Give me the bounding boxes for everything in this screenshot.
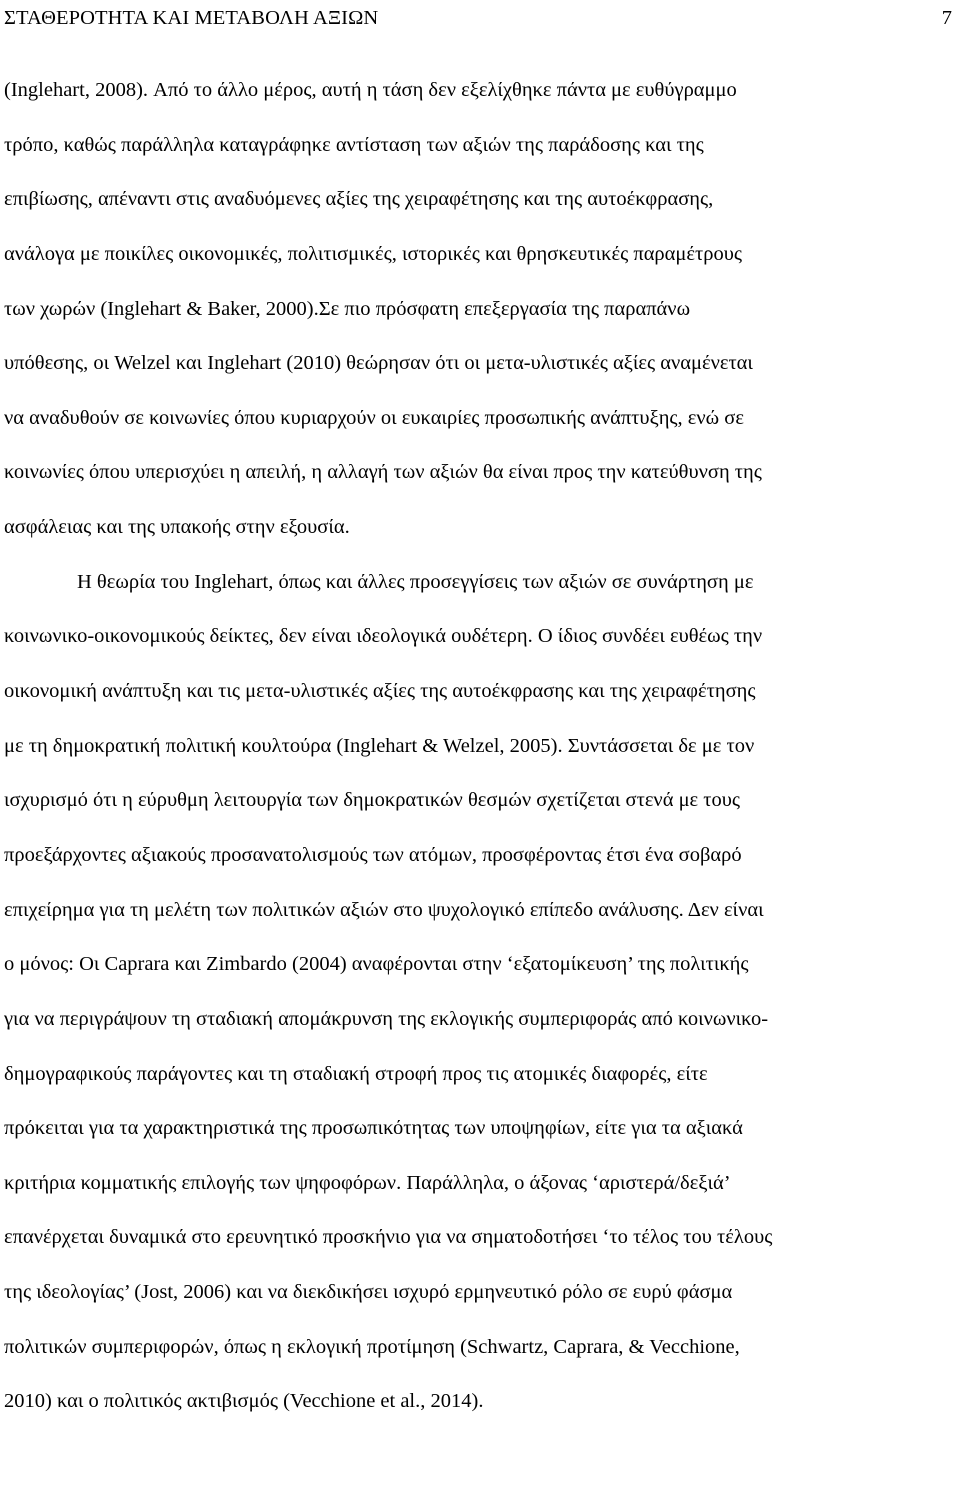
text-line: κοινωνικο-οικονομικούς δείκτες, δεν είναι ιδεολογικά ουδέτερη. Ο ίδιος συνδέει ευθέως την	[4, 625, 763, 648]
text-line: των χωρών (Inglehart & Baker, 2000).Σε πιο πρόσφατη επεξεργασία της παραπάνω	[4, 297, 691, 320]
text-line: κοινωνίες όπου υπερισχύει η απειλή, η αλλαγή των αξιών θα είναι προς την κατεύθυνση της	[4, 461, 762, 484]
text-line: δημογραφικούς παράγοντες και τη σταδιακή στροφή προς τις ατομικές διαφορές, είτε	[4, 1062, 708, 1085]
text-line: επανέρχεται δυναμικά στο ερευνητικό προσκήνιο για να σηματοδοτήσει ‘το τέλος του τέλους	[4, 1226, 773, 1249]
text-line: ισχυρισμό ότι η εύρυθμη λειτουργία των δημοκρατικών θεσμών σχετίζεται στενά με τους	[4, 789, 741, 812]
text-line: κριτήρια κομματικής επιλογής των ψηφοφόρων. Παράλληλα, ο άξονας ‘αριστερά/δεξιά’	[4, 1171, 731, 1194]
running-header-title: ΣΤΑΘΕΡΟΤΗΤΑ ΚΑΙ ΜΕΤΑΒΟΛΗ ΑΞΙΩΝ	[4, 7, 379, 29]
text-line: επιβίωσης, απέναντι στις αναδυόμενες αξίες της χειραφέτησης και της αυτοέκφρασης,	[4, 188, 714, 211]
text-line: να αναδυθούν σε κοινωνίες όπου κυριαρχούν οι ευκαιρίες προσωπικής ανάπτυξης, ενώ σε	[4, 406, 744, 429]
text-line: πολιτικών συμπεριφορών, όπως η εκλογική προτίμηση (Schwartz, Caprara, & Vecchione,	[4, 1335, 740, 1358]
text-line: τρόπο, καθώς παράλληλα καταγράφηκε αντίσταση των αξιών της παράδοσης και της	[4, 133, 704, 156]
page-number: 7	[941, 7, 952, 29]
text-line: υπόθεσης, οι Welzel και Inglehart (2010) θεώρησαν ότι οι μετα-υλιστικές αξίες αναμένεται	[4, 352, 753, 375]
text-line: ανάλογα με ποικίλες οικονομικές, πολιτισμικές, ιστορικές και θρησκευτικές παραμέτρους	[4, 242, 742, 265]
text-line: για να περιγράψουν τη σταδιακή απομάκρυνση της εκλογικής συμπεριφοράς από κοινωνικο-	[4, 1007, 769, 1030]
text-line: πρόκειται για τα χαρακτηριστικά της προσωπικότητας των υποψηφίων, είτε για τα αξιακά	[4, 1117, 743, 1140]
text-line: ασφάλειας και της υπακοής στην εξουσία.	[4, 516, 350, 539]
body-text	[0, 63, 960, 1429]
paragraph-first-line: Η θεωρία του Inglehart, όπως και άλλες προσεγγίσεις των αξιών σε συνάρτηση με	[77, 570, 754, 593]
text-line: με τη δημοκρατική πολιτική κουλτούρα (Inglehart & Welzel, 2005). Συντάσσεται δε με τον	[4, 734, 755, 757]
text-line: (Inglehart, 2008). Από το άλλο μέρος, αυτή η τάση δεν εξελίχθηκε πάντα με ευθύγραμμο	[4, 79, 737, 101]
text-line: ο μόνος: Οι Caprara και Zimbardo (2004) αναφέρονται στην ‘εξατομίκευση’ της πολιτικής	[4, 953, 749, 976]
text-line: 2010) και ο πολιτικός ακτιβισμός (Vecchione et al., 2014).	[4, 1390, 484, 1413]
text-line: της ιδεολογίας’ (Jost, 2006) και να διεκδικήσει ισχυρό ερμηνευτικό ρόλο σε ευρύ φάσμα	[4, 1281, 733, 1304]
running-header	[0, 0, 960, 40]
text-line: προεξάρχοντες αξιακούς προσανατολισμούς των ατόμων, προσφέροντας έτσι ένα σοβαρό	[4, 843, 742, 866]
text-line: οικονομική ανάπτυξη και τις μετα-υλιστικές αξίες της αυτοέκφρασης και της χειραφέτησης	[4, 680, 756, 703]
text-line: επιχείρημα για τη μελέτη των πολιτικών αξιών στο ψυχολογικό επίπεδο ανάλυσης. Δεν είναι	[4, 898, 764, 921]
